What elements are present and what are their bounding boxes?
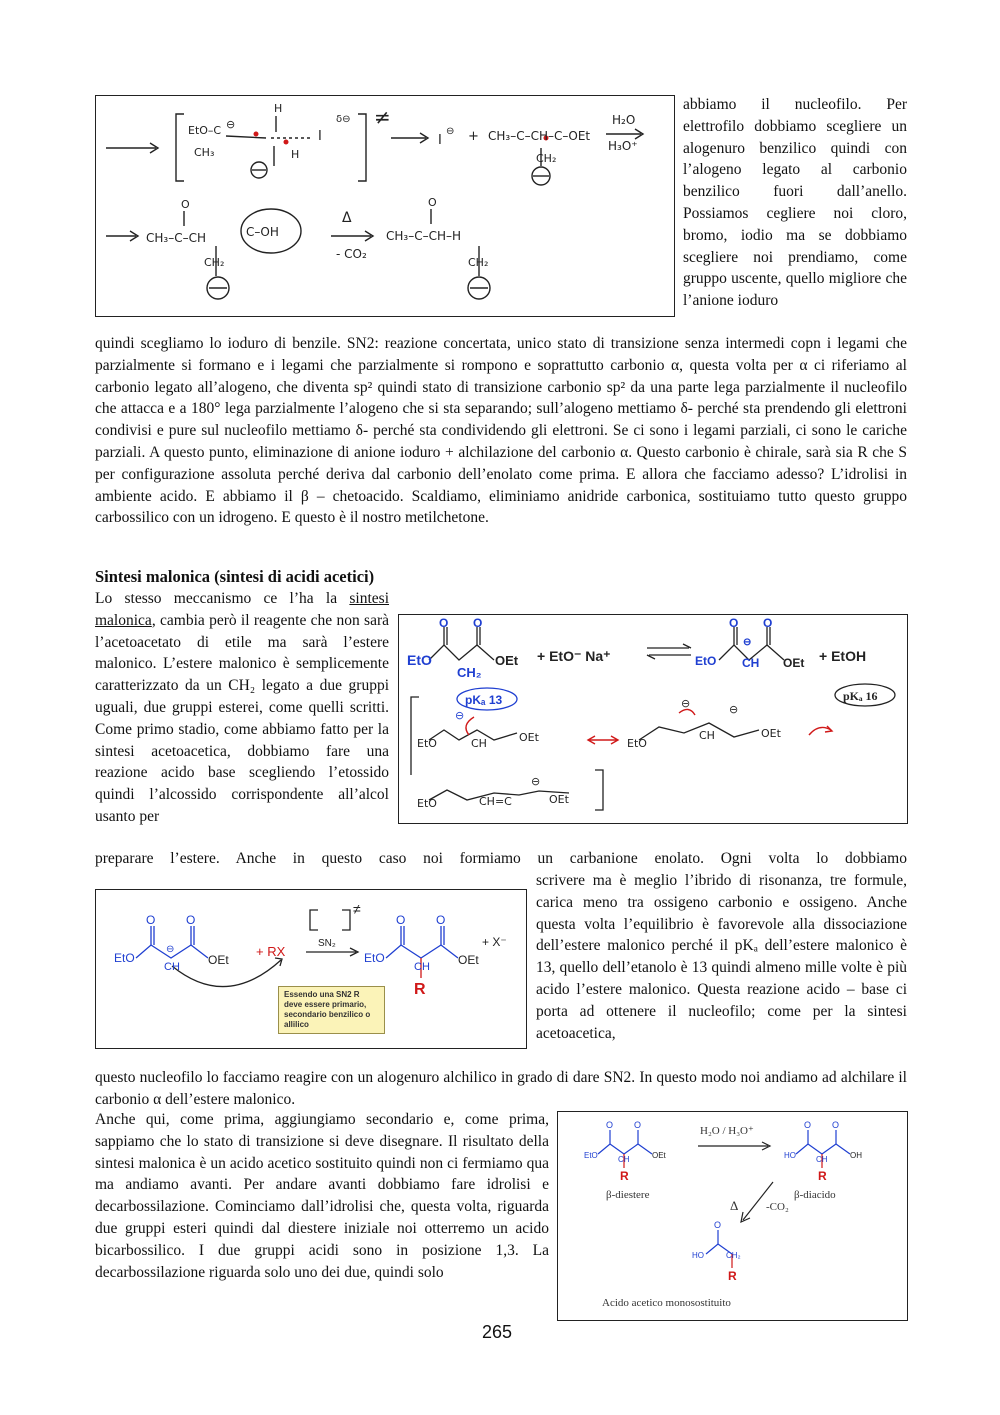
handwritten-scheme [96,96,674,316]
hydrolysis-reagent: H₂O / H₃O⁺ [700,1125,754,1137]
svg-text:CH: CH [471,737,487,750]
diacid-label: β-diacido [794,1189,836,1201]
pka16-label: pKₐ 16 [843,689,878,703]
svg-text:O: O [181,198,190,211]
iodide-ion: I [438,133,442,148]
co2-label-4: -CO₂ [766,1201,789,1213]
svg-text:CH₃–C–CH–H: CH₃–C–CH–H [386,229,462,243]
oet-label-3: OEt [208,953,229,967]
svg-text:C–OH: C–OH [246,225,279,239]
r-group: R [414,981,426,998]
eto-right: EtO [695,654,717,668]
svg-text:O: O [186,913,196,927]
svg-text:EtO: EtO [417,737,437,750]
oet-product: OEt [458,953,479,967]
svg-text:O: O [146,913,156,927]
malonic-full-line-2: questo nucleofilo lo facciamo reagire con un alogenuro alchilico in grado di dare SN2. In questo modo noi andiamo ad alchilare il carbonio α dell’estere malonico. [95,1069,907,1108]
figure-sn2-benzyl-mechanism [95,95,675,317]
oet-4: OEt [652,1151,666,1160]
neq-symbol: ≠ [374,105,391,129]
svg-text:⊖: ⊖ [166,944,175,955]
malonic-right-column: scrivere ma è meglio l’ibrido di risonanza, tre formule, carica meno tra ossigeno carbonio e ossigeno. Anche questa volta l’equilibrio è favorevole alla dissociazione dell’estere malonico perché il pKₐ dell’estere malonico è 13, quello dell’etanolo è 13 quindi almeno mille volte è più acido l’estere malonico. Questa reazione acido – base ci porta ad ottenere il nucleofilo; come per la sintesi acetoacetica, [536,872,907,1042]
eto-label: EtO [114,951,135,965]
eto-4: EtO [584,1151,598,1160]
ch2-4: CH₂ [726,1251,741,1260]
svg-text:H: H [274,102,283,115]
sn2-note: Essendo una SN2 R deve essere primario, secondario benzilico o allilico [278,986,385,1034]
svg-text:⊖: ⊖ [743,637,752,648]
svg-text:⊖: ⊖ [446,126,455,137]
svg-text:CH₂: CH₂ [204,256,225,269]
svg-text:≠: ≠ [353,901,361,917]
eto-product: EtO [364,951,385,965]
malonic-left-column [95,588,389,828]
pka13-label: pKₐ 13 [465,693,503,707]
svg-text:+: + [468,129,479,144]
svg-text:OEt: OEt [549,793,569,806]
svg-text:⊖: ⊖ [729,703,739,716]
eto-left: EtO [407,652,432,668]
heat-label: Δ [342,210,352,226]
oet-right: OEt [783,656,805,670]
malonic-full-line: preparare l’estere. Anche in questo caso noi formiamo un carbanione enolato. Ogni volta lo dobbiamo [95,850,907,867]
page-number: 265 [482,1322,513,1342]
ch2-label: CH₂ [457,665,482,680]
r-4c: R [728,1269,737,1283]
oh-4: OH [850,1151,862,1160]
svg-text:CH: CH [699,729,715,742]
r-4a: R [620,1169,629,1183]
svg-text:O: O [396,913,406,927]
svg-text:O: O [634,1120,642,1130]
iodine-ts: I [318,129,322,144]
svg-text:O: O [832,1120,840,1130]
ch-4b: CH [816,1155,828,1164]
svg-text:O: O [473,616,483,630]
sn2-label: SN₂ [318,938,336,949]
svg-text:CH=C: CH=C [479,795,512,808]
x-ion: + X⁻ [482,935,507,949]
heat-label-4: Δ [730,1198,739,1213]
malonic-intro-text: Lo stesso meccanismo ce l’ha la [95,590,338,607]
svg-text:O: O [804,1120,812,1130]
diester-label: β-diestere [606,1189,650,1201]
malonic-synthesis-link[interactable]: sintesi malonica [95,590,390,629]
svg-text:δ⊖: δ⊖ [336,114,351,125]
svg-text:EtO–C: EtO–C [188,124,222,137]
svg-text:CH₃–C–CH: CH₃–C–CH [146,231,206,245]
bottom-left-paragraph: Anche qui, come prima, aggiungiamo secondario e, come prima, sappiamo che lo stato di transizione si deve disegnare. Il risultato della sintesi malonica è un acido acetico sostituito quindi non ci fermiamo qua ma andiamo avanti. Per andare avanti dobbiamo fare idrolisi e decarbossilazione. Cominciamo dall’idrolisi che, questa volta, riguarda due gruppi esteri quindi dal diestere iniziale noi otterremo un acido bicarbossilico. I due gruppi acidi sono in posizione 1,3. La decarbossilazione riguarda solo uno dei due, quindi solo [95,1111,549,1281]
r-4b: R [818,1169,827,1183]
malonic-left-text: , cambia però il reagente che non sarà l’acetoacetato di etile ma sarà l’estere malonico. L’estere malonico è semplicemente caratterizzato da un CH₂ legato a due gruppi uguali, due gruppi esterei, come quelli scritti. Come primo stadio, come abbiamo fatto per la sintesi acetoacetica, dobbiamo fare una reazione acido base scegliendo l’etossido quindi l’alcossido corrispondente all’alcol usanto per [95,611,389,825]
ch-label: CH [742,656,760,670]
ho-4: HO [784,1151,796,1160]
co2-label: - CO₂ [336,247,367,261]
svg-text:OEt: OEt [761,727,781,740]
svg-text:EtO: EtO [627,737,647,750]
svg-text:O: O [763,616,773,630]
top-full-paragraph: quindi scegliamo lo ioduro di benzile. SN2: reazione concertata, unico stato di transizione senza intermedi copn i legami che parzialmente si formano e i legami che parzialmente si rompono e soprattutto carbonio α, questa volta per α ci riferiamo al carbonio legato all’alogeno, che diventa sp² quindi stato di transizione carbonio sp² da una parte lega parzialmente il nucleofilo che attacca e a 180° lega parzialmente l’alogeno che si sta separando; sull’alogeno mettiamo δ- perché sta prendendo gli elettroni condivisi e pure sul nucleofilo mettiamo δ- perché sta condividendo gli elettroni. Se ci sono i legami parziali, ci sono le cariche parziali. A questo punto, eliminazione di anione ioduro + alchilazione del carbonio α. Questo carbonio è chirale, sarà sia R che S per configurazione assoluta perché deriva dal carbonio dell’enolato come prima. E allora che facciamo adesso? L’idrolisi in ambiente acido. E abbiamo il β – chetoacido. Scaldiamo, eliminiamo anidride carbonica, sostituiamo tutto questo gruppo carbossilico con un idrogeno. E questo è il nostro metilchetone. [95,335,907,527]
figure-malonic-deprotonation [398,614,908,824]
svg-text:O: O [606,1120,614,1130]
svg-text:CH₂: CH₂ [468,256,489,269]
svg-text:EtO: EtO [417,797,437,810]
svg-text:O: O [428,196,437,209]
oet-left: OEt [495,653,519,668]
svg-text:CH₃–C–CH–C–OEt: CH₃–C–CH–C–OEt [488,129,591,143]
svg-text:O: O [439,616,449,630]
svg-text:CH₃: CH₃ [194,146,215,159]
section-title: Sintesi malonica (sintesi di acidi acetici) [95,567,375,586]
caption-label: Acido acetico monosostituito [602,1297,731,1309]
figure-hydrolysis-decarboxylation [557,1111,908,1321]
ch-4: CH [618,1155,630,1164]
ch-label-3: CH [164,961,180,973]
svg-text:O: O [436,913,446,927]
svg-text:CH₂: CH₂ [536,152,557,165]
acid-label: H₃O⁺ [608,139,638,153]
water-label: H₂O [612,113,636,127]
svg-text:H: H [291,148,300,161]
etoh-label: + EtOH [819,648,867,664]
top-right-column-text: abbiamo il nucleofilo. Per elettrofilo dobbiamo scegliere un alogenuro benzilico quindi con l’alogeno legato al carbonio benzilico fuori dall’anello. Possiamos cegliere noi cloro, bromo, iodio ma se dobbiamo scegliere noi prendiamo, come gruppo uscente, quello migliore che l’anione ioduro [683,96,907,310]
svg-text:⊖: ⊖ [531,775,541,788]
svg-text:O: O [729,616,739,630]
ch-product: CH [414,961,430,973]
figure-malonic-alkylation [95,889,527,1049]
svg-text:⊖: ⊖ [681,697,691,710]
rx-label: + RX [256,944,286,959]
svg-text:OEt: OEt [519,731,539,744]
svg-text:⊖: ⊖ [226,118,236,131]
svg-text:O: O [714,1220,722,1230]
svg-text:⊖: ⊖ [455,709,465,722]
base-label: + EtO⁻ Na⁺ [537,648,611,664]
ho-4b: HO [692,1251,704,1260]
